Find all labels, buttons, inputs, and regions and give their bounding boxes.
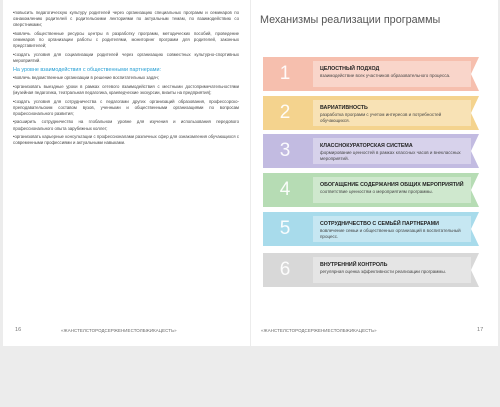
paragraph: •организовать выездные уроки в рамках сетевого взаимодействия с местными достопримечательностями (музейная педагогика, театральная педагогика, краеведческие экскурсии, визиты на предприятия); (13, 83, 239, 95)
item-title: ВАРИАТИВНОСТЬ (320, 105, 368, 111)
item-description: регулярная оценка эффективности реализации программы. (320, 269, 446, 274)
mechanism-item-2 (263, 96, 479, 130)
paragraph: •организовать карьерные консультации с профессионалами различных сфер для ознакомления обучающихся с современными профессиями и актуальными навыками. (13, 134, 239, 146)
section-heading: На уровне взаимодействия с общественными партнерами: (13, 66, 161, 73)
page-number: 17 (477, 327, 484, 333)
mechanism-item-4 (263, 173, 479, 207)
page-number: 16 (15, 327, 22, 333)
item-number: 6 (279, 259, 291, 280)
paragraph: •создать условия для социализации родителей через организацию совместных культурно-спортивных мероприятий. (13, 51, 239, 63)
item-number: 5 (279, 218, 291, 239)
item-description: вовлечение семьи и общественных организаций в воспитательный процесс. (320, 228, 461, 239)
left-page (3, 0, 250, 346)
paragraph: •повысить педагогическую культуру родителей через организацию специальных программ и семинаров по ознакомлению родителей с родительскими лекториями по актуальным темам, по взаимодействию со сверстниками; (13, 10, 239, 28)
item-description: соответствие ценностям о мероприятиям программы. (320, 189, 433, 194)
mechanism-item-6 (263, 253, 479, 287)
item-title: КЛАССНОКУРАТОРСКАЯ СИСТЕМА (320, 143, 413, 149)
page-footer: «ЖАНСТЕЛСТОРОДСЕРЖЕНИЕСТОЛБЖИКАЦЕСТЬ» (261, 328, 377, 333)
item-description: формирование ценностей в рамках классных часов и внеклассных мероприятий. (320, 150, 461, 161)
mechanism-item-1 (263, 57, 479, 91)
item-number: 1 (279, 63, 291, 84)
item-description: взаимодействие всех участников образовательного процесса. (320, 73, 451, 78)
mechanism-item-3 (263, 134, 479, 168)
left-page-text (13, 10, 239, 149)
item-number: 4 (279, 179, 291, 200)
page-title: Механизмы реализации программы (260, 14, 441, 26)
paragraph: •вовлечь ведомственные организации в решение воспитательных задач; (13, 75, 159, 81)
mechanism-item-5 (263, 212, 479, 246)
item-title: ВНУТРЕННИЙ КОНТРОЛЬ (320, 262, 388, 268)
paragraph: •расширить сотрудничество на глобальном уровне для изучения и использования передового профессионального опыта зарубежных коллег; (13, 119, 239, 131)
item-title: СОТРУДНИЧЕСТВО С СЕМЬЁЙ ПАРТНЕРАМИ (320, 221, 439, 227)
right-page (251, 0, 498, 346)
item-description: разработка программ с учетом интересов и потребностей обучающихся. (320, 112, 442, 123)
item-title: ОБОГАЩЕНИЕ СОДЕРЖАНИЯ ОБЩИХ МЕРОПРИЯТИЙ (320, 182, 464, 188)
item-number: 2 (279, 102, 291, 123)
paragraph: •вовлечь общественные ресурсы центры в разработку программ, методических пособий, проведение семинаров по организации работы с родителями, мониторинг программ для родителей, законных представителей; (13, 30, 239, 49)
page-footer: «ЖАНСТЕЛСТОРОДСЕРЖЕНИЕСТОЛБЖИКАЦЕСТЬ» (61, 328, 177, 333)
item-title: ЦЕЛОСТНЫЙ ПОДХОД (320, 66, 380, 72)
item-number: 3 (279, 140, 291, 161)
paragraph: •создать условия для сотрудничества с педагогами других организаций образования, профессорско-преподавательским составом вузов, ученными и общественными организациями по вопросам профессионального развития; (13, 98, 239, 116)
